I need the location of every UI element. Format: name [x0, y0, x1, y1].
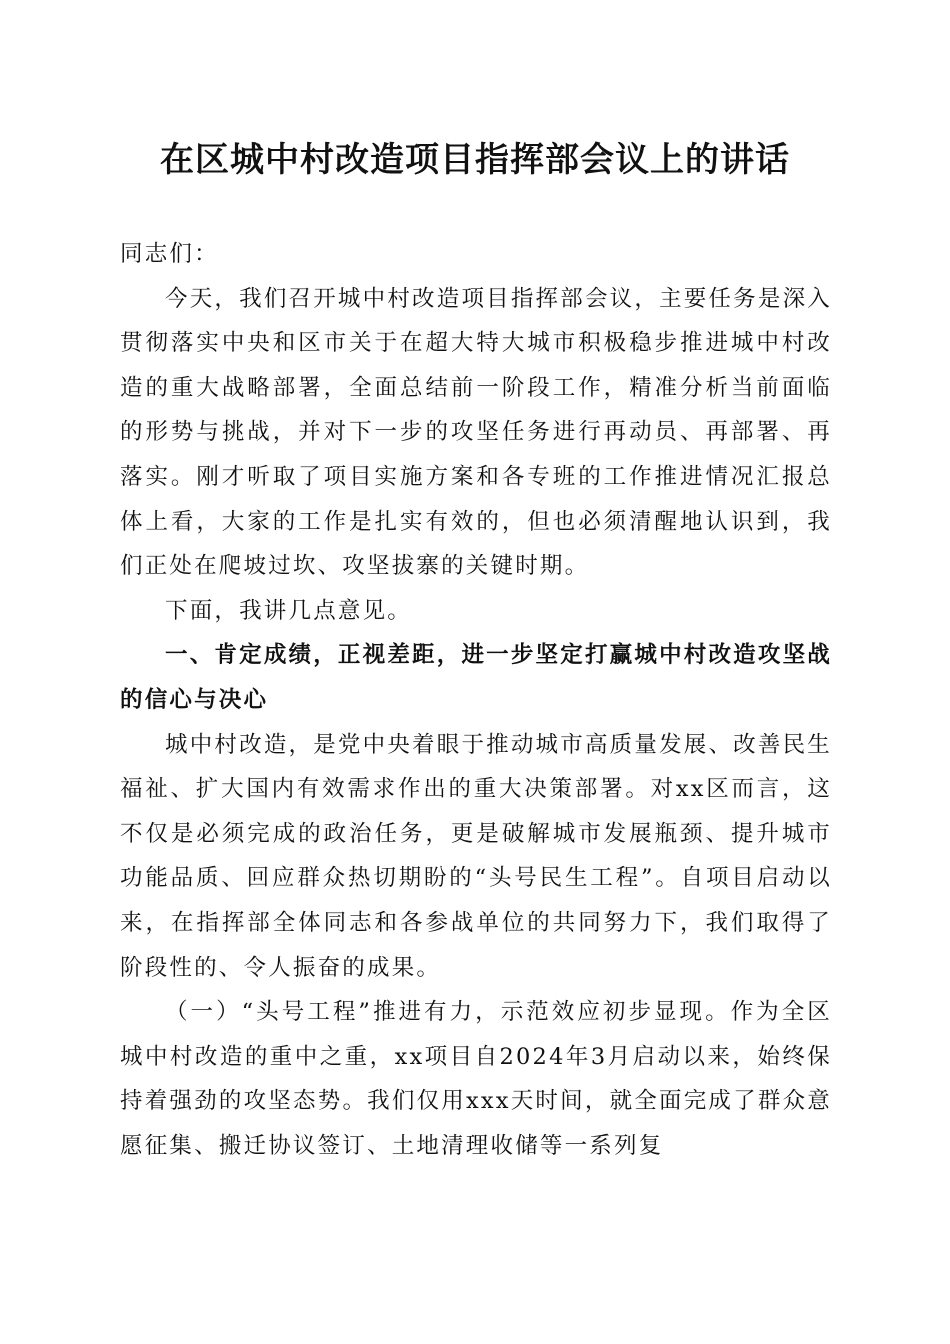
document-title: 在区城中村改造项目指挥部会议上的讲话: [160, 140, 790, 180]
section-one-intro: 城中村改造，是党中央着眼于推动城市高质量发展、改善民生福祉、扩大国内有效需求作出的重大决策部署。对xx区而言，这不仅是必须完成的政治任务，更是破解城市发展瓶颈、提升城市功能品质、回应群众热切期盼的“头号民生工程”。自项目启动以来，在指挥部全体同志和各参战单位的共同努力下，我们取得了阶段性的、令人振奋的成果。: [120, 731, 832, 981]
subsection-one-paragraph: （一）“头号工程”推进有力，示范效应初步显现。作为全区城中村改造的重中之重，xx项目自2024年3月启动以来，始终保持着强劲的攻坚态势。我们仅用xxx天时间，就全面完成了群众意愿征集、搬迁协议签订、土地清理收储等一系列复: [120, 999, 832, 1159]
document-body: [120, 232, 832, 1168]
opening-paragraph: 今天，我们召开城中村改造项目指挥部会议，主要任务是深入贯彻落实中央和区市关于在超大特大城市积极稳步推进城中村改造的重大战略部署，全面总结前一阶段工作，精准分析当前面临的形势与挑战，并对下一步的攻坚任务进行再动员、再部署、再落实。刚才听取了项目实施方案和各专班的工作推进情况汇报总体上看，大家的工作是扎实有效的，但也必须清醒地认识到，我们正处在爬坡过坎、攻坚拔寨的关键时期。: [120, 285, 832, 580]
transition-paragraph: 下面，我讲几点意见。: [165, 597, 413, 624]
salutation: 同志们：: [120, 241, 219, 267]
section-one-heading: 一、肯定成绩，正视差距，进一步坚定打赢城中村改造攻坚战的信心与决心: [120, 642, 832, 713]
